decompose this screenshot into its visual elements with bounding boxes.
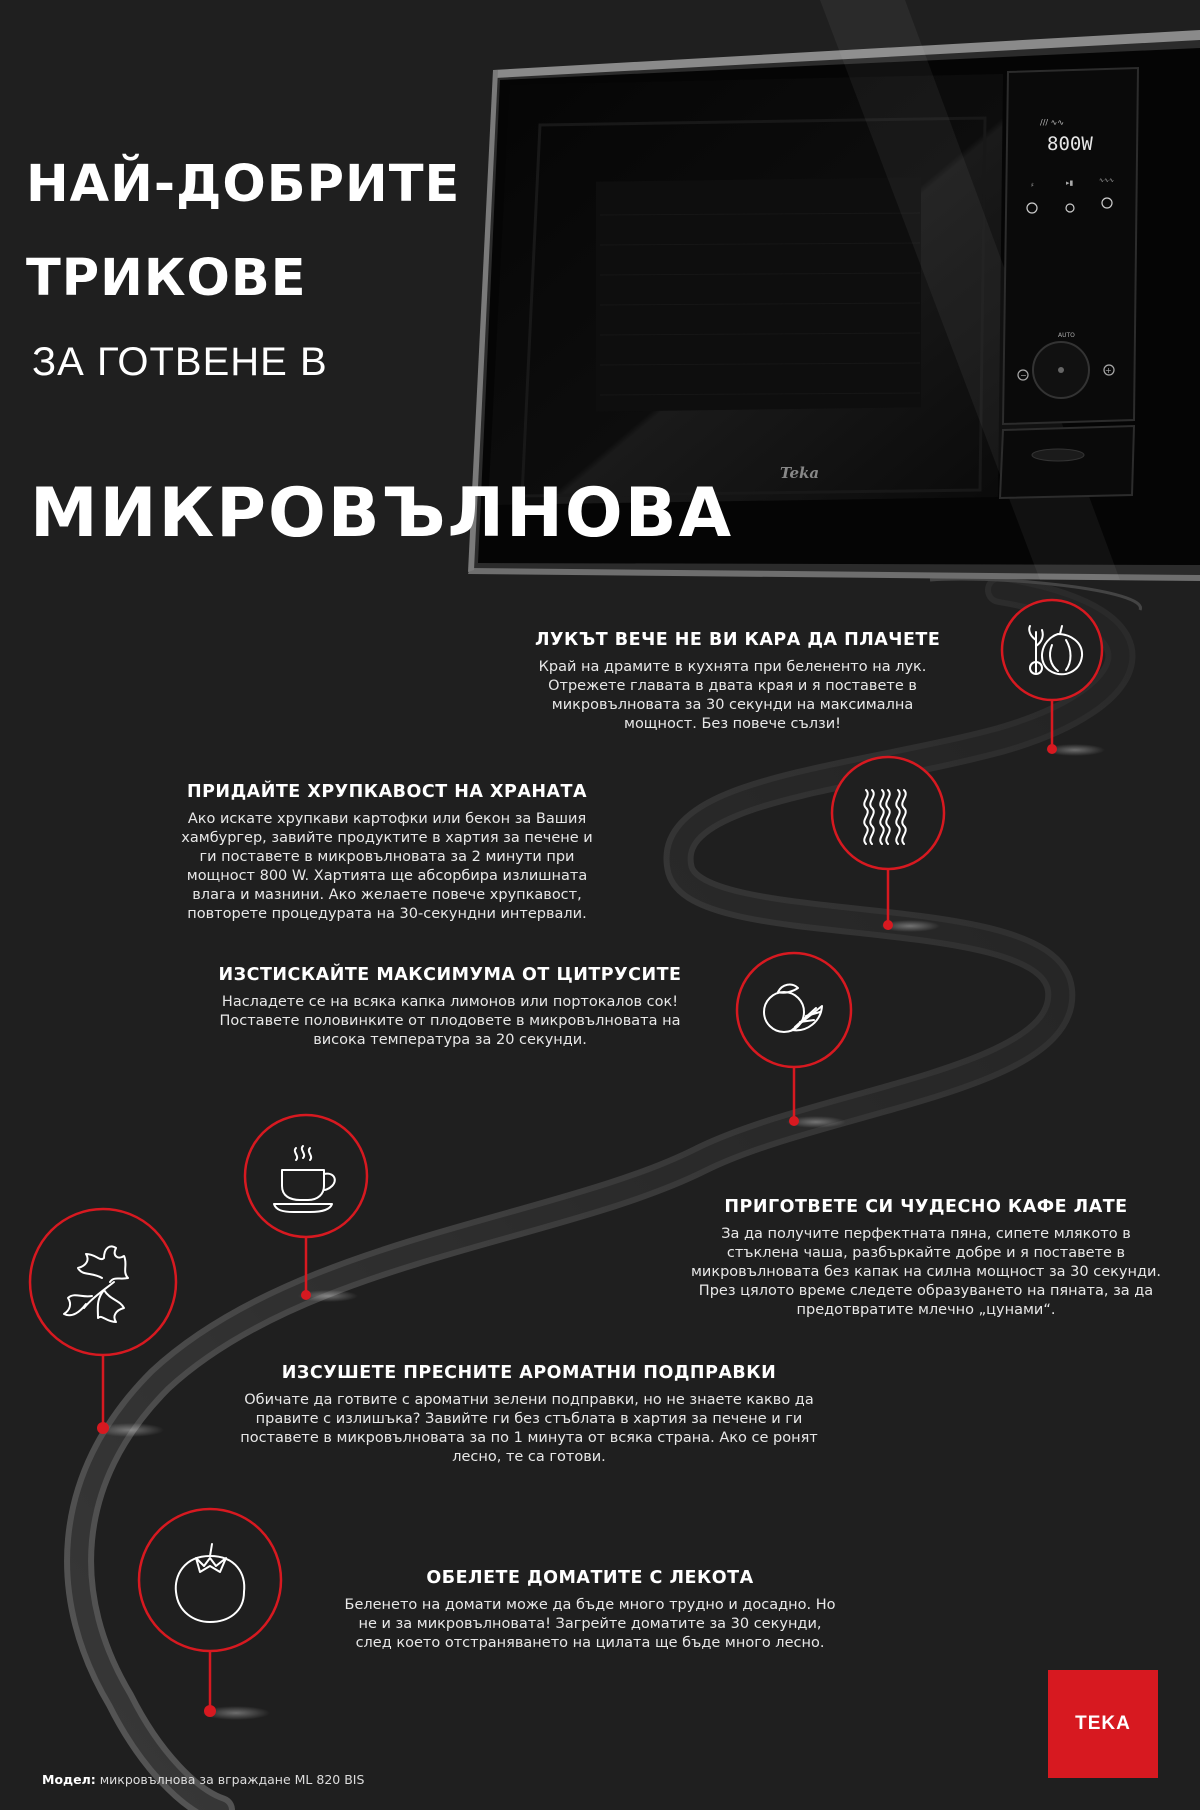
svg-text:+: + [1105,366,1112,375]
teka-logo [1048,1670,1158,1778]
svg-text:▸▮: ▸▮ [1066,179,1074,187]
model-text: микровълнова за вграждане ML 820 BIS [95,1772,365,1787]
tip-herbs [238,1363,820,1467]
model-caption [42,1772,364,1787]
model-label: Модел: [42,1772,96,1787]
tip-title: ИЗСУШЕТЕ ПРЕСНИТЕ АРОМАТНИ ПОДПРАВКИ [281,1363,777,1383]
tip-title: ИЗСТИСКАЙТЕ МАКСИМУМА ОТ ЦИТРУСИТЕ [218,965,682,985]
svg-text:♯: ♯ [1031,182,1034,189]
knob-label: AUTO [1058,332,1075,339]
tip-title: ПРИДАЙТЕ ХРУПКАВОСТ НА ХРАНАТА [186,782,588,802]
tip-text: Обичате да готвите с ароматни зелени подправки, но не знаете какво да правите с излишъка? Завийте ги без стъблата в хартия за печене и ги поставете в микровълновата за по 1 минута от всяка страна. Ако се ронят лесно, те са готови. [240,1392,818,1465]
svg-text:∿∿∿: ∿∿∿ [1099,177,1115,184]
microwave-door-logo: Teka [780,464,820,482]
tip-title: ОБЕЛЕТЕ ДОМАТИТЕ С ЛЕКОТА [426,1568,754,1588]
microwave-display: 800W [1047,133,1093,155]
tip-crispy [172,782,602,924]
tip-title: ЛУКЪТ ВЕЧЕ НЕ ВИ КАРА ДА ПЛАЧЕТЕ [535,630,941,650]
tip-title: ПРИГОТВЕТЕ СИ ЧУДЕСНО КАФЕ ЛАТЕ [724,1197,1128,1217]
tip-tomato [340,1568,840,1653]
marker-tomato [139,1509,281,1720]
title-line-2: ТРИКОВЕ [26,249,307,308]
title-line-4: МИКРОВЪЛНОВА [30,474,734,553]
tip-text: За да получите перфектната пяна, сипете млякото в стъклена чаша, разбъркайте добре и я поставете в микровълновата без капак на силна мощност за 30 секунди. През цялото време следете образуването на пяната, за да предотвратите млечно „цунами“. [690,1226,1162,1318]
title-line-1: НАЙ-ДОБРИТЕ [26,155,461,214]
tip-coffee [686,1197,1166,1320]
brand-name: TEKA [1075,1713,1131,1734]
tip-text: Насладете се на всяка капка лимонов или портокалов сок! Поставете половинките от плодовете в микровълновата на висока температура за 20 секунди. [219,994,681,1048]
tip-text: Край на драмите в кухнята при белененто на лук. Отрежете главата в двата края и я поставете в микровълновата за 30 секунди на максимална мощност. Без повече сълзи! [538,659,927,732]
tip-text: Ако искате хрупкави картофки или бекон за Вашия хамбургер, завийте продуктите в хартия за печене и ги поставете в микровълновата за 2 минути при мощност 800 W. Хартията ще абсорбира излишната влага и мазнини. Ако желаете повече хрупкавост, повторете процедурата на 30-секундни интервали. [181,811,593,922]
tip-onion [535,630,941,734]
svg-text:/// ∿∿: /// ∿∿ [1040,118,1065,127]
tip-citrus [200,965,700,1050]
svg-text:−: − [1020,371,1027,380]
tip-text: Беленето на домати може да бъде много трудно и досадно. Но не и за микровълновата! Загрейте доматите за 30 секунди, след което отстраняването на цилата ще бъде много лесно. [344,1597,836,1651]
title-line-3: ЗА ГОТВЕНЕ В [32,340,328,384]
